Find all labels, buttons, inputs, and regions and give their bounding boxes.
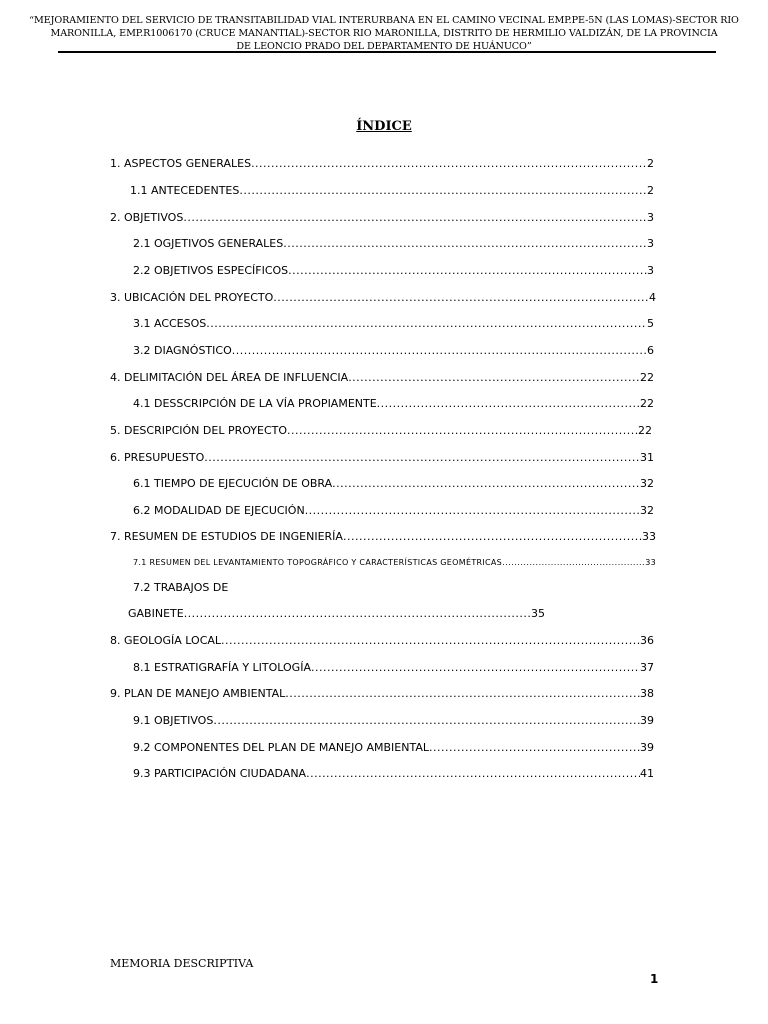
toc-leader-dots bbox=[377, 397, 640, 410]
toc-entry-5[interactable] bbox=[110, 424, 652, 437]
toc-entry-3-1[interactable] bbox=[133, 317, 654, 330]
toc-leader-dots bbox=[221, 634, 640, 647]
toc-entry-2-2[interactable] bbox=[133, 264, 654, 277]
page-number: 1 bbox=[650, 972, 659, 986]
toc-entry-page: 3 bbox=[647, 264, 654, 277]
toc-leader-dots bbox=[306, 767, 640, 780]
toc-entry-9-1[interactable] bbox=[133, 714, 654, 727]
toc-entry-page: 4 bbox=[649, 291, 656, 304]
toc-entry-label: 9.1 OBJETIVOS bbox=[133, 714, 214, 727]
toc-entry-6-1[interactable] bbox=[133, 477, 654, 490]
toc-entry-label: 2. OBJETIVOS bbox=[110, 211, 184, 224]
toc-entry-page: 32 bbox=[640, 504, 654, 517]
toc-entry-label: 3.2 DIAGNÓSTICO bbox=[133, 344, 232, 357]
toc-entry-label: 1.1 ANTECEDENTES bbox=[130, 184, 240, 197]
toc-entry-4[interactable] bbox=[110, 371, 654, 384]
toc-entry-page: 5 bbox=[647, 317, 654, 330]
toc-entry-4-1[interactable] bbox=[133, 397, 654, 410]
toc-entry-7[interactable] bbox=[110, 530, 656, 543]
toc-entry-label: 4. DELIMITACIÓN DEL ÁREA DE INFLUENCIA bbox=[110, 371, 349, 384]
toc-entry-1-1[interactable] bbox=[130, 184, 654, 197]
index-title: ÍNDICE bbox=[356, 119, 412, 134]
toc-entry-3-2[interactable] bbox=[133, 344, 654, 357]
toc-entry-page: 39 bbox=[640, 741, 654, 754]
toc-entry-label: 9.2 COMPONENTES DEL PLAN DE MANEJO AMBIENTAL bbox=[133, 741, 429, 754]
toc-leader-dots bbox=[213, 714, 640, 727]
toc-entry-page: 32 bbox=[640, 477, 654, 490]
toc-entry-label: 7.1 RESUMEN DEL LEVANTAMIENTO TOPOGRÁFICO Y CARACTERÍSTICAS GEOMÉTRICAS bbox=[133, 558, 503, 567]
toc-leader-dots bbox=[429, 741, 640, 754]
toc-leader-dots bbox=[285, 687, 640, 700]
toc-entry-1[interactable] bbox=[110, 157, 654, 170]
toc-entry-page: 36 bbox=[640, 634, 654, 647]
toc-leader-dots bbox=[288, 264, 647, 277]
toc-leader-dots bbox=[183, 211, 647, 224]
toc-entry-8[interactable] bbox=[110, 634, 654, 647]
toc-entry-3[interactable] bbox=[110, 291, 656, 304]
toc-entry-label: 6.1 TIEMPO DE EJECUCIÓN DE OBRA bbox=[133, 477, 333, 490]
footer-text: MEMORIA DESCRIPTIVA bbox=[110, 957, 254, 970]
toc-leader-dots bbox=[204, 451, 640, 464]
header-line-2: MARONILLA, EMP.R1006170 (CRUCE MANANTIAL)-SECTOR RIO MARONILLA, DISTRITO DE HERMILIO VALDIZÁN, DE LA PROVINCIA bbox=[50, 28, 718, 39]
toc-entry-page: 35 bbox=[531, 607, 545, 620]
toc-entry-9[interactable] bbox=[110, 687, 654, 700]
toc-entry-2[interactable] bbox=[110, 211, 654, 224]
toc-entry-label: 3. UBICACIÓN DEL PROYECTO bbox=[110, 291, 274, 304]
toc-leader-dots bbox=[502, 558, 645, 567]
toc-entry-label: 6.2 MODALIDAD DE EJECUCIÓN bbox=[133, 504, 305, 517]
toc-entry-page: 41 bbox=[640, 767, 654, 780]
toc-leader-dots bbox=[348, 371, 640, 384]
toc-leader-dots bbox=[305, 504, 640, 517]
toc-entry-label: 7. RESUMEN DE ESTUDIOS DE INGENIERÍA bbox=[110, 530, 343, 543]
toc-entry-label: 2.2 OBJETIVOS ESPECÍFICOS bbox=[133, 264, 289, 277]
toc-entry-8-1[interactable] bbox=[133, 661, 654, 674]
toc-entry-page: 2 bbox=[647, 157, 654, 170]
header-rule bbox=[58, 51, 716, 53]
toc-entry-page: 6 bbox=[647, 344, 654, 357]
toc-entry-page: 3 bbox=[647, 237, 654, 250]
toc-leader-dots bbox=[232, 344, 647, 357]
toc-leader-dots bbox=[311, 661, 640, 674]
toc-entry-2-1[interactable] bbox=[133, 237, 654, 250]
toc-entry-label: 3.1 ACCESOS bbox=[133, 317, 207, 330]
toc-entry-label: 6. PRESUPUESTO bbox=[110, 451, 205, 464]
toc-entry-page: 33 bbox=[642, 530, 656, 543]
toc-leader-dots bbox=[206, 317, 647, 330]
toc-entry-9-2[interactable] bbox=[133, 741, 654, 754]
header-line-1: “MEJORAMIENTO DEL SERVICIO DE TRANSITABILIDAD VIAL INTERURBANA EN EL CAMINO VECINAL EMP.PE-5N (LAS LOMAS)-SECTOR RIO bbox=[29, 15, 739, 26]
toc-entry-label: 1. ASPECTOS GENERALES bbox=[110, 157, 252, 170]
toc-leader-dots bbox=[343, 530, 642, 543]
toc-leader-dots bbox=[184, 607, 531, 620]
toc-entry-7-2[interactable] bbox=[128, 607, 545, 620]
toc-leader-dots bbox=[287, 424, 638, 437]
toc-entry-page: 3 bbox=[647, 211, 654, 224]
toc-entry-label: 9.3 PARTICIPACIÓN CIUDADANA bbox=[133, 767, 307, 780]
toc-entry-page: 22 bbox=[640, 371, 654, 384]
toc-entry-9-3[interactable] bbox=[133, 767, 654, 780]
toc-leader-dots bbox=[332, 477, 640, 490]
toc-entry-page: 22 bbox=[640, 397, 654, 410]
toc-entry-page: 33 bbox=[645, 558, 656, 567]
toc-entry-label: 5. DESCRIPCIÓN DEL PROYECTO bbox=[110, 424, 288, 437]
project-header bbox=[18, 14, 750, 53]
toc-entry-6[interactable] bbox=[110, 451, 654, 464]
toc-entry-label: GABINETE bbox=[128, 607, 184, 620]
header-line-3: DE LEONCIO PRADO DEL DEPARTAMENTO DE HUÁNUCO” bbox=[236, 41, 532, 52]
toc-entry-7-2-label[interactable]: 7.2 TRABAJOS DE bbox=[133, 581, 229, 594]
toc-leader-dots bbox=[251, 157, 647, 170]
toc-leader-dots bbox=[239, 184, 647, 197]
toc-entry-6-2[interactable] bbox=[133, 504, 654, 517]
toc-entry-label: 8.1 ESTRATIGRAFÍA Y LITOLOGÍA bbox=[133, 661, 311, 674]
toc-entry-page: 39 bbox=[640, 714, 654, 727]
toc-leader-dots bbox=[273, 291, 649, 304]
toc-entry-page: 37 bbox=[640, 661, 654, 674]
toc-entry-7-1[interactable] bbox=[133, 558, 656, 567]
toc-entry-page: 2 bbox=[647, 184, 654, 197]
toc-entry-page: 22 bbox=[638, 424, 652, 437]
toc-entry-label: 4.1 DESSCRIPCIÓN DE LA VÍA PROPIAMENTE bbox=[133, 397, 377, 410]
toc-leader-dots bbox=[283, 237, 647, 250]
toc-entry-label: 9. PLAN DE MANEJO AMBIENTAL bbox=[110, 687, 286, 700]
toc-entry-label: 2.1 OGJETIVOS GENERALES bbox=[133, 237, 284, 250]
toc-entry-page: 38 bbox=[640, 687, 654, 700]
toc-entry-label: 8. GEOLOGÍA LOCAL bbox=[110, 634, 222, 647]
toc-entry-page: 31 bbox=[640, 451, 654, 464]
